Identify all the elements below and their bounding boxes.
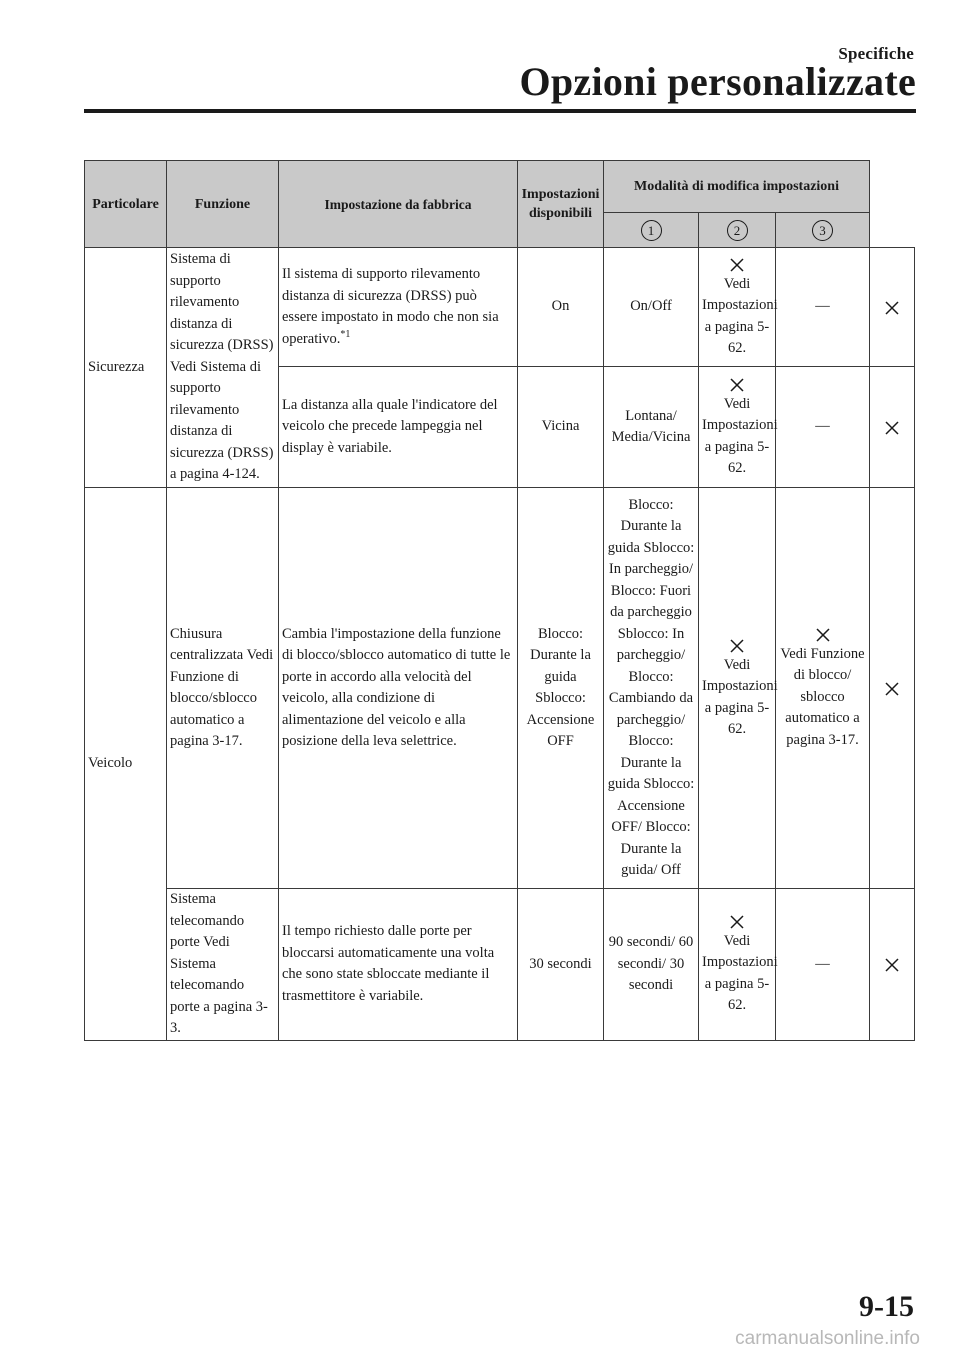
table-row <box>85 248 915 367</box>
page-title: Opzioni personalizzate <box>519 59 916 104</box>
not-available-dash: — <box>815 298 830 315</box>
page-number: 9-15 <box>859 1290 914 1323</box>
mode-2-cell <box>776 367 870 488</box>
mode-1-note: Vedi Impostazioni a pagina 5-62. <box>702 656 778 737</box>
mode-3-header <box>776 213 870 248</box>
function-cell: Cambia l'impostazione della funzione di blocco/sblocco automatico di tutte le porte in accordo alla velocità del veicolo, alla condizione di alimentazione del veicolo e alla posizione della leva selettrice. <box>279 488 518 889</box>
mode-2-number: 2 <box>727 220 748 241</box>
mode-1-number: 1 <box>641 220 662 241</box>
item-cell: Sistema di supporto rilevamento distanza di sicurezza (DRSS) Vedi Sistema di supporto rilevamento distanza di sicurezza (DRSS) a pagina 4-124. <box>167 248 279 488</box>
mode-2-cell <box>776 488 870 889</box>
cross-icon <box>884 957 900 973</box>
col-header-funzione: Funzione <box>167 161 279 248</box>
col-header-particolare: Particolare <box>85 161 167 248</box>
available-cell: On/Off <box>604 248 699 367</box>
mode-1-cell <box>699 367 776 488</box>
mode-3-number: 3 <box>812 220 833 241</box>
category-cell: Veicolo <box>85 488 167 1041</box>
not-available-dash: — <box>815 955 830 972</box>
mode-2-cell <box>776 889 870 1041</box>
mode-3-cell <box>870 248 915 367</box>
function-cell: Il tempo richiesto dalle porte per bloccarsi automaticamente una volta che sono state sbloccate mediante il trasmettitore è variabile. <box>279 889 518 1041</box>
not-available-dash: — <box>815 418 830 435</box>
mode-2-cell <box>776 248 870 367</box>
watermark: carmanualsonline.info <box>735 1328 920 1349</box>
col-header-available: Impostazioni disponibili <box>518 161 604 248</box>
custom-options-table <box>84 160 915 1041</box>
category-cell: Sicurezza <box>85 248 167 488</box>
table-row <box>85 488 915 889</box>
mode-2-note: Vedi Funzione di blocco/ sblocco automatico a pagina 3-17. <box>780 645 865 748</box>
mode-3-cell <box>870 889 915 1041</box>
function-cell: La distanza alla quale l'indicatore del veicolo che precede lampeggia nel display è variabile. <box>279 367 518 488</box>
header-rule <box>84 109 916 113</box>
available-cell: 90 secondi/ 60 secondi/ 30 secondi <box>604 889 699 1041</box>
cross-icon <box>729 638 745 654</box>
mode-2-header <box>699 213 776 248</box>
mode-1-note: Vedi Impostazioni a pagina 5-62. <box>702 275 778 356</box>
cross-icon <box>884 420 900 436</box>
cross-icon <box>729 257 745 273</box>
cross-icon <box>729 914 745 930</box>
section-label: Specifiche <box>838 44 914 63</box>
table-row <box>85 889 915 1041</box>
mode-3-cell <box>870 367 915 488</box>
col-header-modes: Modalità di modifica impostazioni <box>604 161 870 213</box>
available-cell: Lontana/ Media/Vicina <box>604 367 699 488</box>
mode-1-cell <box>699 248 776 367</box>
mode-3-cell <box>870 488 915 889</box>
mode-1-header <box>604 213 699 248</box>
available-cell: Blocco: Durante la guida Sblocco: In parcheggio/ Blocco: Fuori da parcheggio Sblocco: In parcheggio/ Blocco: Cambiando da parcheggio/ Blocco: Durante la guida Sblocco: Accensione OFF/ Blocco: Durante la guida/ Off <box>604 488 699 889</box>
factory-cell: 30 secondi <box>518 889 604 1041</box>
factory-cell: On <box>518 248 604 367</box>
mode-1-note: Vedi Impostazioni a pagina 5-62. <box>702 395 778 476</box>
factory-cell: Vicina <box>518 367 604 488</box>
item-cell: Sistema telecomando porte Vedi Sistema telecomando porte a pagina 3-3. <box>167 889 279 1041</box>
mode-1-cell <box>699 889 776 1041</box>
cross-icon <box>729 377 745 393</box>
col-header-factory: Impostazione da fabbrica <box>279 161 518 248</box>
mode-1-cell <box>699 488 776 889</box>
factory-cell: Blocco: Durante la guida Sblocco: Accensione OFF <box>518 488 604 889</box>
cross-icon <box>884 681 900 697</box>
cross-icon <box>884 300 900 316</box>
mode-1-note: Vedi Impostazioni a pagina 5-62. <box>702 932 778 1014</box>
item-cell: Chiusura centralizzata Vedi Funzione di blocco/sblocco automatico a pagina 3-17. <box>167 488 279 889</box>
function-cell <box>279 248 518 367</box>
cross-icon <box>815 627 831 643</box>
footnote-ref: *1 <box>340 328 351 340</box>
function-text: Il sistema di supporto rilevamento distanza di sicurezza (DRSS) può essere impostato in modo che non sia operativo. <box>282 266 499 347</box>
